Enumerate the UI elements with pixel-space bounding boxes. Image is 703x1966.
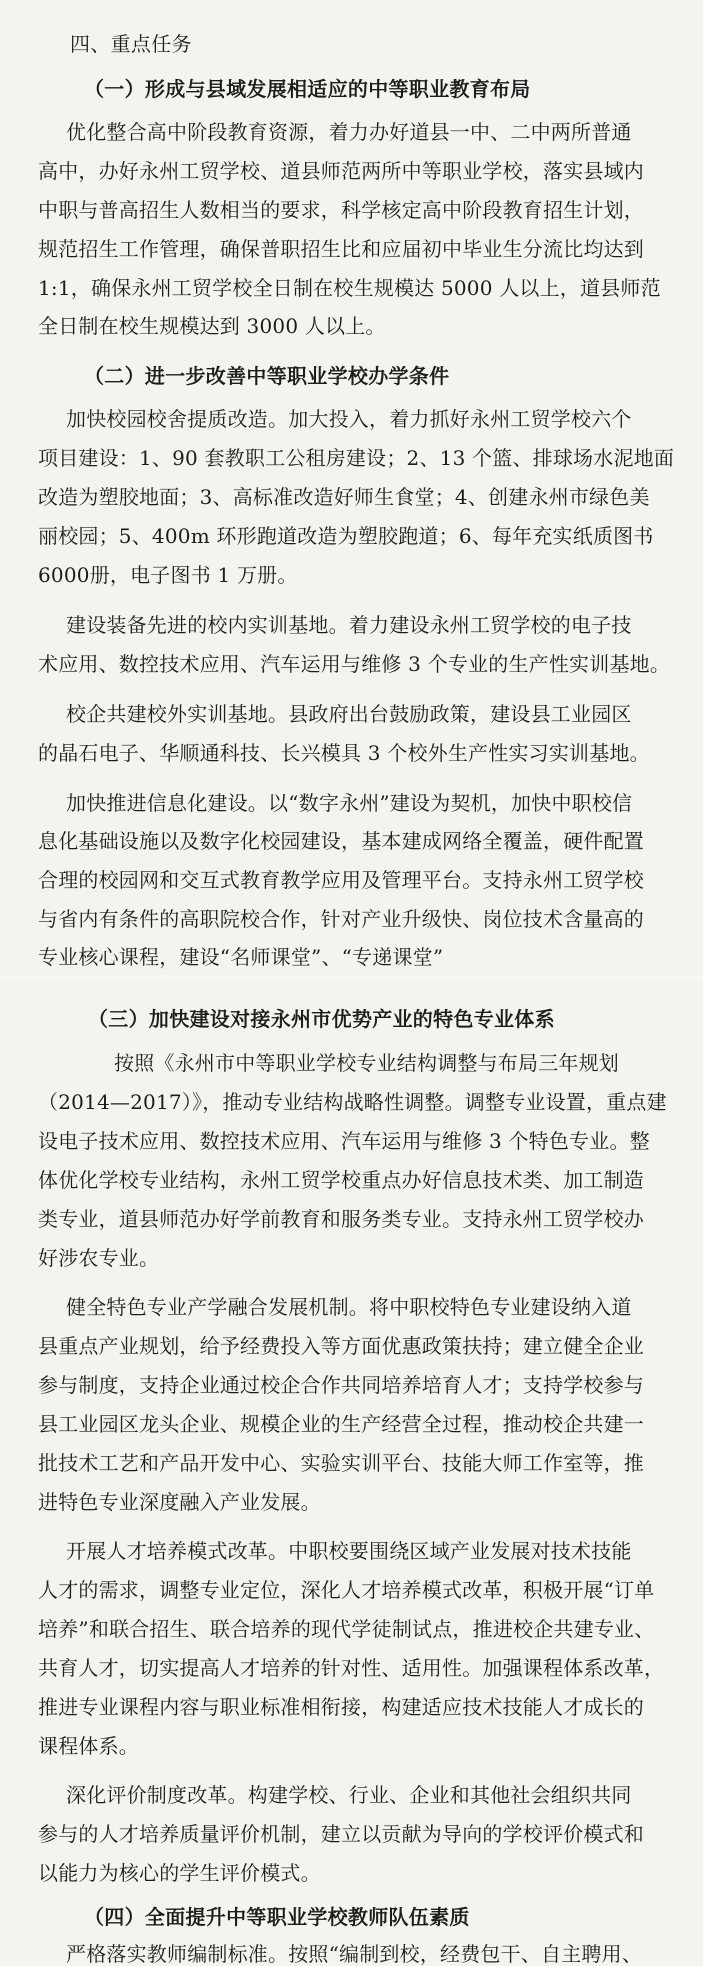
subsection-heading: （二）进一步改善中等职业学校办学条件 — [84, 364, 450, 388]
paragraph-line: 参与的人才培养质量评价机制，建立以贡献为导向的学校评价模式和 — [38, 1822, 644, 1846]
paragraph-line: 6000册，电子图书 1 万册。 — [38, 563, 298, 587]
paragraph-line: 丽校园；5、400m 环形跑道改造为塑胶跑道；6、每年充实纸质图书 — [38, 524, 654, 548]
paragraph-line: 高中，办好永州工贸学校、道县师范两所中等职业学校，落实县域内 — [38, 159, 644, 183]
paragraph-line: 息化基础设施以及数字化校园建设，基本建成网络全覆盖，硬件配置 — [38, 829, 644, 853]
paragraph-line: 专业核心课程，建设“名师课堂”、“专递课堂” — [38, 945, 444, 969]
paragraph-line: 按照《永州市中等职业学校专业结构调整与布局三年规划 — [114, 1051, 619, 1075]
paragraph-line: 规范招生工作管理，确保普职招生比和应届初中毕业生分流比均达到 — [38, 237, 644, 261]
paragraph-line: 的晶石电子、华顺通科技、长兴模具 3 个校外生产性实习实训基地。 — [38, 741, 650, 765]
paragraph-line: 县工业园区龙头企业、规模企业的生产经营全过程，推动校企共建一 — [38, 1412, 644, 1436]
paragraph-line: 合理的校园网和交互式教育教学应用及管理平台。支持永州工贸学校 — [38, 868, 644, 892]
paragraph-line: 健全特色专业产学融合发展机制。将中职校特色专业建设纳入道 — [66, 1295, 632, 1319]
paragraph-line: 改造为塑胶地面；3、高标准改造好师生食堂；4、创建永州市绿色美 — [38, 485, 650, 509]
paragraph-line: 类专业，道县师范办好学前教育和服务类专业。支持永州工贸学校办 — [38, 1207, 644, 1231]
paragraph-line: 1:1，确保永州工贸学校全日制在校生规模达 5000 人以上，道县师范 — [38, 276, 661, 300]
paragraph-line: 开展人才培养模式改革。中职校要围绕区域产业发展对技术技能 — [66, 1539, 632, 1563]
subsection-heading: （一）形成与县域发展相适应的中等职业教育布局 — [84, 77, 531, 101]
subsection-heading: （三）加快建设对接永州市优势产业的特色专业体系 — [88, 1007, 555, 1031]
paragraph-line: 项目建设：1、90 套教职工公租房建设；2、13 个篮、排球场水泥地面 — [38, 446, 675, 470]
paragraph-line: 共育人才，切实提高人才培养的针对性、适用性。加强课程体系改革， — [38, 1656, 665, 1680]
paragraph-line: 培养”和联合招生、联合培养的现代学徒制试点，推进校企共建专业、 — [38, 1617, 655, 1641]
paragraph-line: 课程体系。 — [38, 1734, 139, 1758]
paragraph-line: 好涉农专业。 — [38, 1246, 160, 1270]
paragraph-line: 严格落实教师编制标准。按照“编制到校，经费包干、自主聘用、 — [66, 1942, 643, 1966]
paragraph-line: 深化评价制度改革。构建学校、行业、企业和其他社会组织共同 — [66, 1783, 632, 1807]
paragraph-line: 全日制在校生规模达到 3000 人以上。 — [38, 314, 386, 338]
paragraph-line: （2014—2017）》，推动专业结构战略性调整。调整专业设置，重点建 — [38, 1090, 667, 1114]
paragraph-line: 建设装备先进的校内实训基地。着力建设永州工贸学校的电子技 — [66, 613, 632, 637]
section-title: 四、重点任务 — [70, 32, 192, 56]
paragraph-line: 设电子技术应用、数控技术应用、汽车运用与维修 3 个特色专业。整 — [38, 1129, 650, 1153]
scan-seam — [0, 975, 703, 980]
paragraph-line: 进特色专业深度融入产业发展。 — [38, 1490, 321, 1514]
paragraph-line: 加快推进信息化建设。以“数字永州”建设为契机，加快中职校信 — [66, 791, 633, 815]
paragraph-line: 体优化学校专业结构，永州工贸学校重点办好信息技术类、加工制造 — [38, 1168, 644, 1192]
paragraph-line: 术应用、数控技术应用、汽车运用与维修 3 个专业的生产性实训基地。 — [38, 652, 671, 676]
paragraph-line: 中职与普高招生人数相当的要求，科学核定高中阶段教育招生计划， — [38, 198, 644, 222]
paragraph-line: 参与制度，支持企业通过校企合作共同培养培育人才；支持学校参与 — [38, 1373, 644, 1397]
paragraph-line: 加快校园校舍提质改造。加大投入，着力抓好永州工贸学校六个 — [66, 407, 632, 431]
paragraph-line: 与省内有条件的高职院校合作，针对产业升级快、岗位技术含量高的 — [38, 907, 644, 931]
paragraph-line: 校企共建校外实训基地。县政府出台鼓励政策，建设县工业园区 — [66, 702, 632, 726]
paragraph-line: 优化整合高中阶段教育资源，着力办好道县一中、二中两所普通 — [66, 120, 632, 144]
paragraph-line: 人才的需求，调整专业定位，深化人才培养模式改革，积极开展“订单 — [38, 1578, 655, 1602]
paragraph-line: 县重点产业规划，给予经费投入等方面优惠政策扶持；建立健全企业 — [38, 1334, 644, 1358]
paragraph-line: 以能力为核心的学生评价模式。 — [38, 1861, 321, 1885]
subsection-heading: （四）全面提升中等职业学校教师队伍素质 — [84, 1905, 470, 1929]
paragraph-line: 批技术工艺和产品开发中心、实验实训平台、技能大师工作室等，推 — [38, 1451, 644, 1475]
paragraph-line: 推进专业课程内容与职业标准相衔接，构建适应技术技能人才成长的 — [38, 1695, 644, 1719]
